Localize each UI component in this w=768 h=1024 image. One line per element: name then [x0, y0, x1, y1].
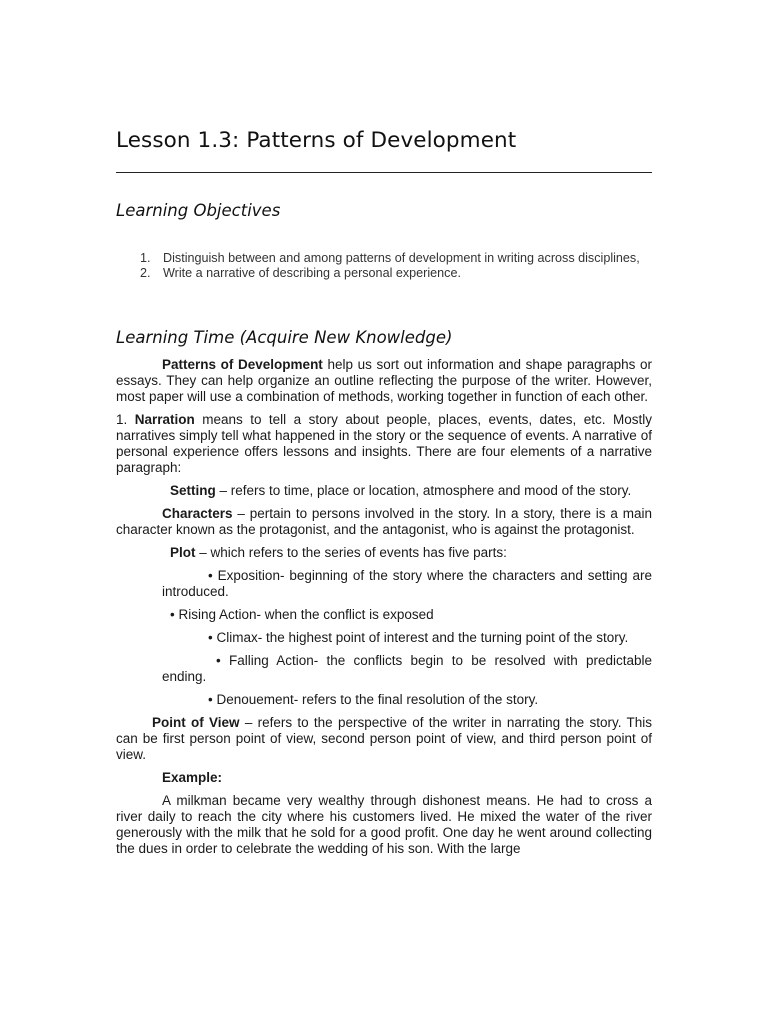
objective-number: 1. — [140, 251, 151, 265]
setting-paragraph — [116, 483, 652, 499]
example-label-paragraph — [116, 770, 652, 786]
intro-text: help us sort out information and shape paragraphs or essays. They can help organize an outline reflecting the purpose of the writer. However, most paper will use a combination of methods, working together in function of each other. — [116, 357, 652, 404]
plot-text: – which refers to the series of events has five parts: — [195, 545, 507, 560]
example-paragraph: A milkman became very wealthy through dishonest means. He had to cross a river daily to reach the city where his customers lived. He mixed the water of the river generously with the milk that he sold for a good profit. One day he went around collecting the dues in order to celebrate the wedding of his son. With the large — [116, 793, 652, 856]
characters-paragraph — [116, 506, 652, 538]
characters-term: Characters — [162, 506, 233, 521]
plot-part-denouement: • Denouement- refers to the final resolution of the story. — [208, 692, 539, 707]
plot-part-climax: • Climax- the highest point of interest and the turning point of the story. — [208, 630, 629, 645]
plot-part-exposition: • Exposition- beginning of the story where the characters and setting are introduced. — [162, 568, 652, 599]
intro-term: Patterns of Development — [162, 357, 323, 372]
setting-term: Setting — [170, 483, 216, 498]
objectives-list — [116, 251, 699, 281]
objectives-heading: Learning Objectives — [116, 201, 281, 220]
narration-text: means to tell a story about people, places, events, dates, etc. Mostly narratives simply tell what happened in the story or the sequence of events. A narrative of personal experience offers lessons and insights. There are four elements of a narrative paragraph: — [116, 412, 652, 475]
plot-term: Plot — [170, 545, 196, 560]
objective-number: 2. — [140, 266, 151, 280]
point-of-view-text: – refers to the perspective of the writer in narrating the story. This can be first person point of view, second person point of view, and third person point of view. — [116, 715, 652, 762]
characters-text: – pertain to persons involved in the story. In a story, there is a main character known as the protagonist, and the antagonist, who is against the protagonist. — [116, 506, 652, 537]
plot-part-falling-action: • Falling Action- the conflicts begin to be resolved with predictable ending. — [162, 653, 652, 684]
objective-item — [140, 266, 699, 281]
objective-item — [140, 251, 699, 266]
title-divider — [116, 172, 652, 173]
example-label: Example: — [162, 770, 223, 785]
narration-term: Narration — [134, 412, 195, 427]
narration-number: 1. — [116, 412, 135, 427]
point-of-view-paragraph — [116, 715, 652, 763]
objective-text: Distinguish between and among patterns of development in writing across disciplines, — [163, 251, 640, 265]
point-of-view-term: Point of View — [152, 715, 240, 730]
body-text — [116, 357, 652, 864]
objective-text: Write a narrative of describing a personal experience. — [163, 266, 461, 280]
plot-paragraph — [116, 545, 652, 561]
narration-paragraph — [116, 412, 652, 476]
learning-time-heading: Learning Time (Acquire New Knowledge) — [116, 328, 453, 347]
lesson-title: Lesson 1.3: Patterns of Development — [116, 128, 517, 153]
intro-paragraph — [116, 357, 652, 405]
plot-part-rising-action: • Rising Action- when the conflict is exposed — [170, 607, 434, 622]
setting-text: – refers to time, place or location, atmosphere and mood of the story. — [215, 483, 632, 498]
